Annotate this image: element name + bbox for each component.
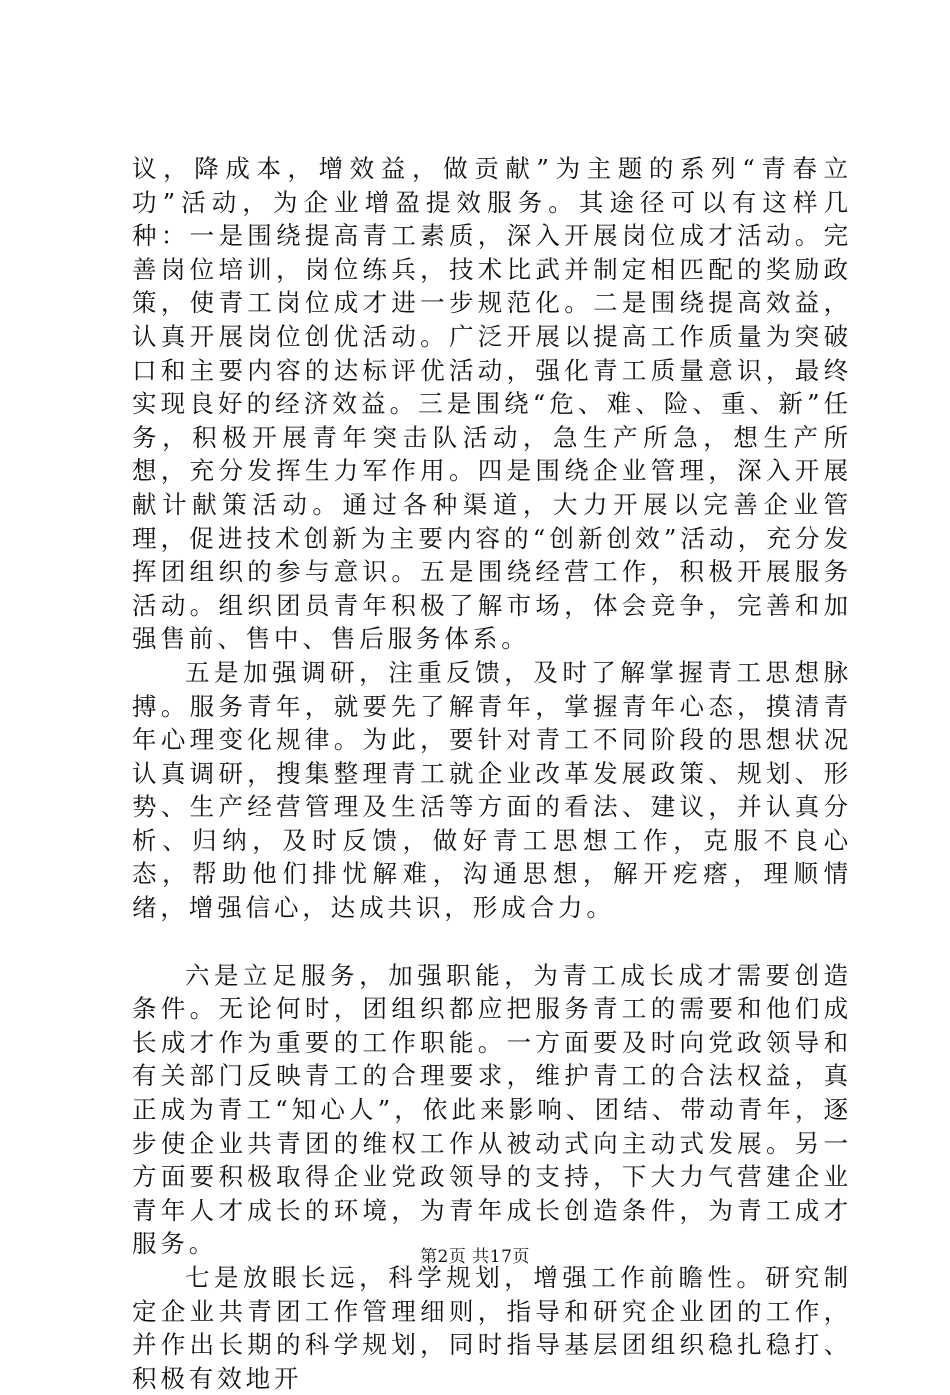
document-body xyxy=(132,152,852,1395)
paragraph-2: 五是加强调研，注重反馈，及时了解掌握青工思想脉搏。服务青年，就要先了解青年，掌握青年心态，摸清青年心理变化规律。为此，要针对青工不同阶段的思想状况认真调研，搜集整理青工就企业改革发展政策、规划、形势、生产经营管理及生活等方面的看法、建议，并认真分析、归纳，及时反馈，做好青工思想工作，克服不良心态，帮助他们排忧解难，沟通思想，解开疙瘩，理顺情绪，增强信心，达成共识，形成合力。 xyxy=(132,657,852,923)
paragraph-4: 七是放眼长远，科学规划，增强工作前瞻性。研究制定企业共青团工作管理细则，指导和研究企业团的工作，并作出长期的科学规划，同时指导基层团组织稳扎稳打、积极有效地开 xyxy=(132,1263,852,1393)
paragraph-1: 议，降成本，增效益，做贡献”为主题的系列“青春立功”活动，为企业增盈提效服务。其途径可以有这样几种：一是围绕提高青工素质，深入开展岗位成才活动。完善岗位培训，岗位练兵，技术比武并制定相匹配的奖励政策，使青工岗位成才进一步规范化。二是围绕提高效益，认真开展岗位创优活动。广泛开展以提高工作质量为突破口和主要内容的达标评优活动，强化青工质量意识，最终实现良好的经济效益。三是围绕“危、难、险、重、新”任务，积极开展青年突击队活动，急生产所急，想生产所想，充分发挥生力军作用。四是围绕企业管理，深入开展献计献策活动。通过各种渠道，大力开展以完善企业管理，促进技术创新为主要内容的“创新创效”活动，充分发挥团组织的参与意识。五是围绕经营工作，积极开展服务活动。组织团员青年积极了解市场，体会竞争，完善和加强售前、售中、售后服务体系。 xyxy=(132,154,852,654)
paragraph-spacer xyxy=(132,925,852,959)
page-number-footer: 第2页 共17页 xyxy=(420,1247,530,1267)
paragraph-3: 六是立足服务，加强职能，为青工成长成才需要创造条件。无论何时，团组织都应把服务青工的需要和他们成长成才作为重要的工作职能。一方面要及时向党政领导和有关部门反映青工的合理要求，维护青工的合法权益，真正成为青工“知心人”，依此来影响、团结、带动青年，逐步使企业共青团的维权工作从被动式向主动式发展。另一方面要积极取得企业党政领导的支持，下大力气营建企业青年人才成长的环境，为青年成长创造条件，为青工成才服务。 xyxy=(132,960,852,1259)
